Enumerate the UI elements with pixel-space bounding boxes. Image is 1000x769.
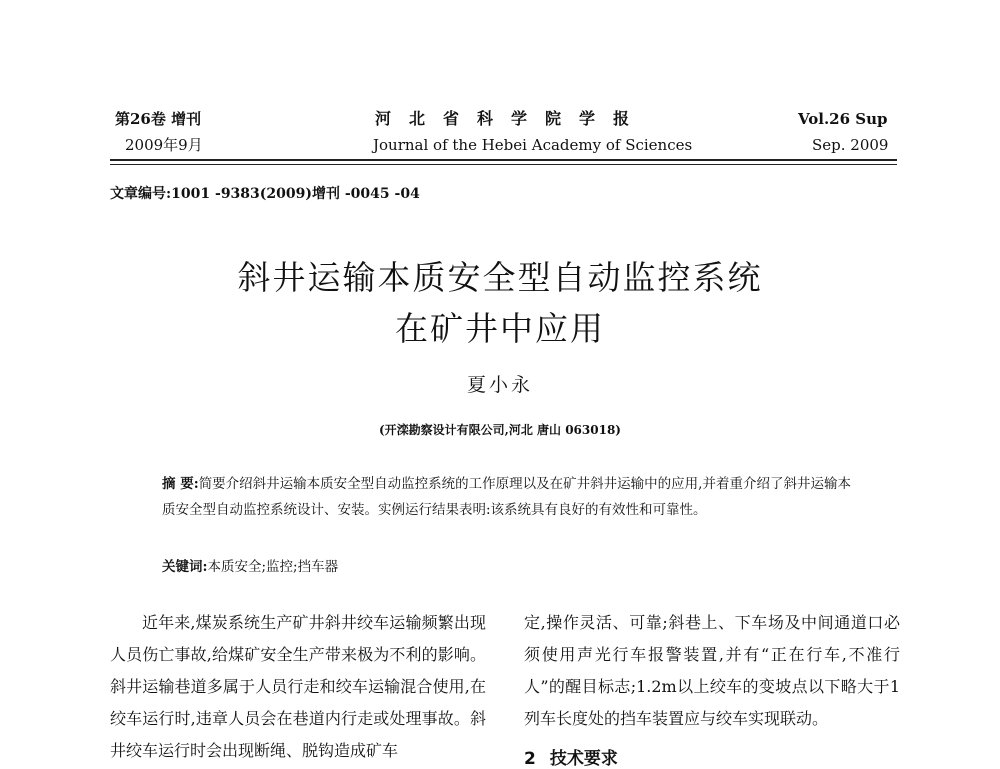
author-name: 夏小永 xyxy=(466,374,533,396)
body-right-paragraph: 定,操作灵活、可靠;斜巷上、下车场及中间通道口必须使用声光行车报警装置,并有“正在行车,不准行人”的醒目标志;1.2m以上绞车的变坡点以下略大于1列车长度处的挡车装置应与绞车实现联动。 xyxy=(524,613,900,728)
volume-en: Vol.26 Sup xyxy=(798,110,888,128)
keywords-text: 本质安全;监控;挡车器 xyxy=(207,559,339,575)
section-number: 2 xyxy=(524,749,536,769)
section-heading xyxy=(524,744,632,769)
keywords-label: 关键词: xyxy=(162,559,208,575)
body-right-column xyxy=(524,607,900,735)
article-number: 文章编号:1001 -9383(2009)增刊 -0045 -04 xyxy=(110,186,420,202)
body-left-paragraph: 近年来,煤炭系统生产矿井斜井绞车运输频繁出现人员伤亡事故,给煤矿安全生产带来极为不利的影响。斜井运输巷道多属于人员行走和绞车运输混合使用,在绞车运行时,违章人员会在巷道内行走或处理事故。斜井绞车运行时会出现断绳、脱钩造成矿车 xyxy=(110,613,486,760)
body-left-column xyxy=(110,607,486,767)
volume-label: 第26卷 增刊 xyxy=(115,110,202,128)
abstract xyxy=(162,471,862,523)
section-title: 技术要求 xyxy=(549,749,618,769)
journal-title-en: Journal of the Hebei Academy of Sciences xyxy=(373,136,693,154)
header-rule-bottom xyxy=(110,164,897,165)
abstract-label: 摘 要: xyxy=(162,476,199,492)
abstract-text: 简要介绍斜井运输本质安全型自动监控系统的工作原理以及在矿井斜井运输中的应用,并着重介绍了斜井运输本质安全型自动监控系统设计、安装。实例运行结果表明:该系统具有良好的有效性和可靠性。 xyxy=(162,476,851,518)
paper-title-line-2: 在矿井中应用 xyxy=(395,309,605,348)
header-rule-top xyxy=(110,159,897,161)
journal-title-cn: 河北省科学院学报 xyxy=(375,109,648,128)
author-affiliation: (开滦勘察设计有限公司,河北 唐山 063018) xyxy=(379,423,621,437)
keywords xyxy=(162,555,338,575)
issue-date-cn: 2009年9月 xyxy=(125,136,203,154)
paper-title-line-1: 斜井运输本质安全型自动监控系统 xyxy=(237,258,763,297)
issue-date-en: Sep. 2009 xyxy=(812,136,889,154)
